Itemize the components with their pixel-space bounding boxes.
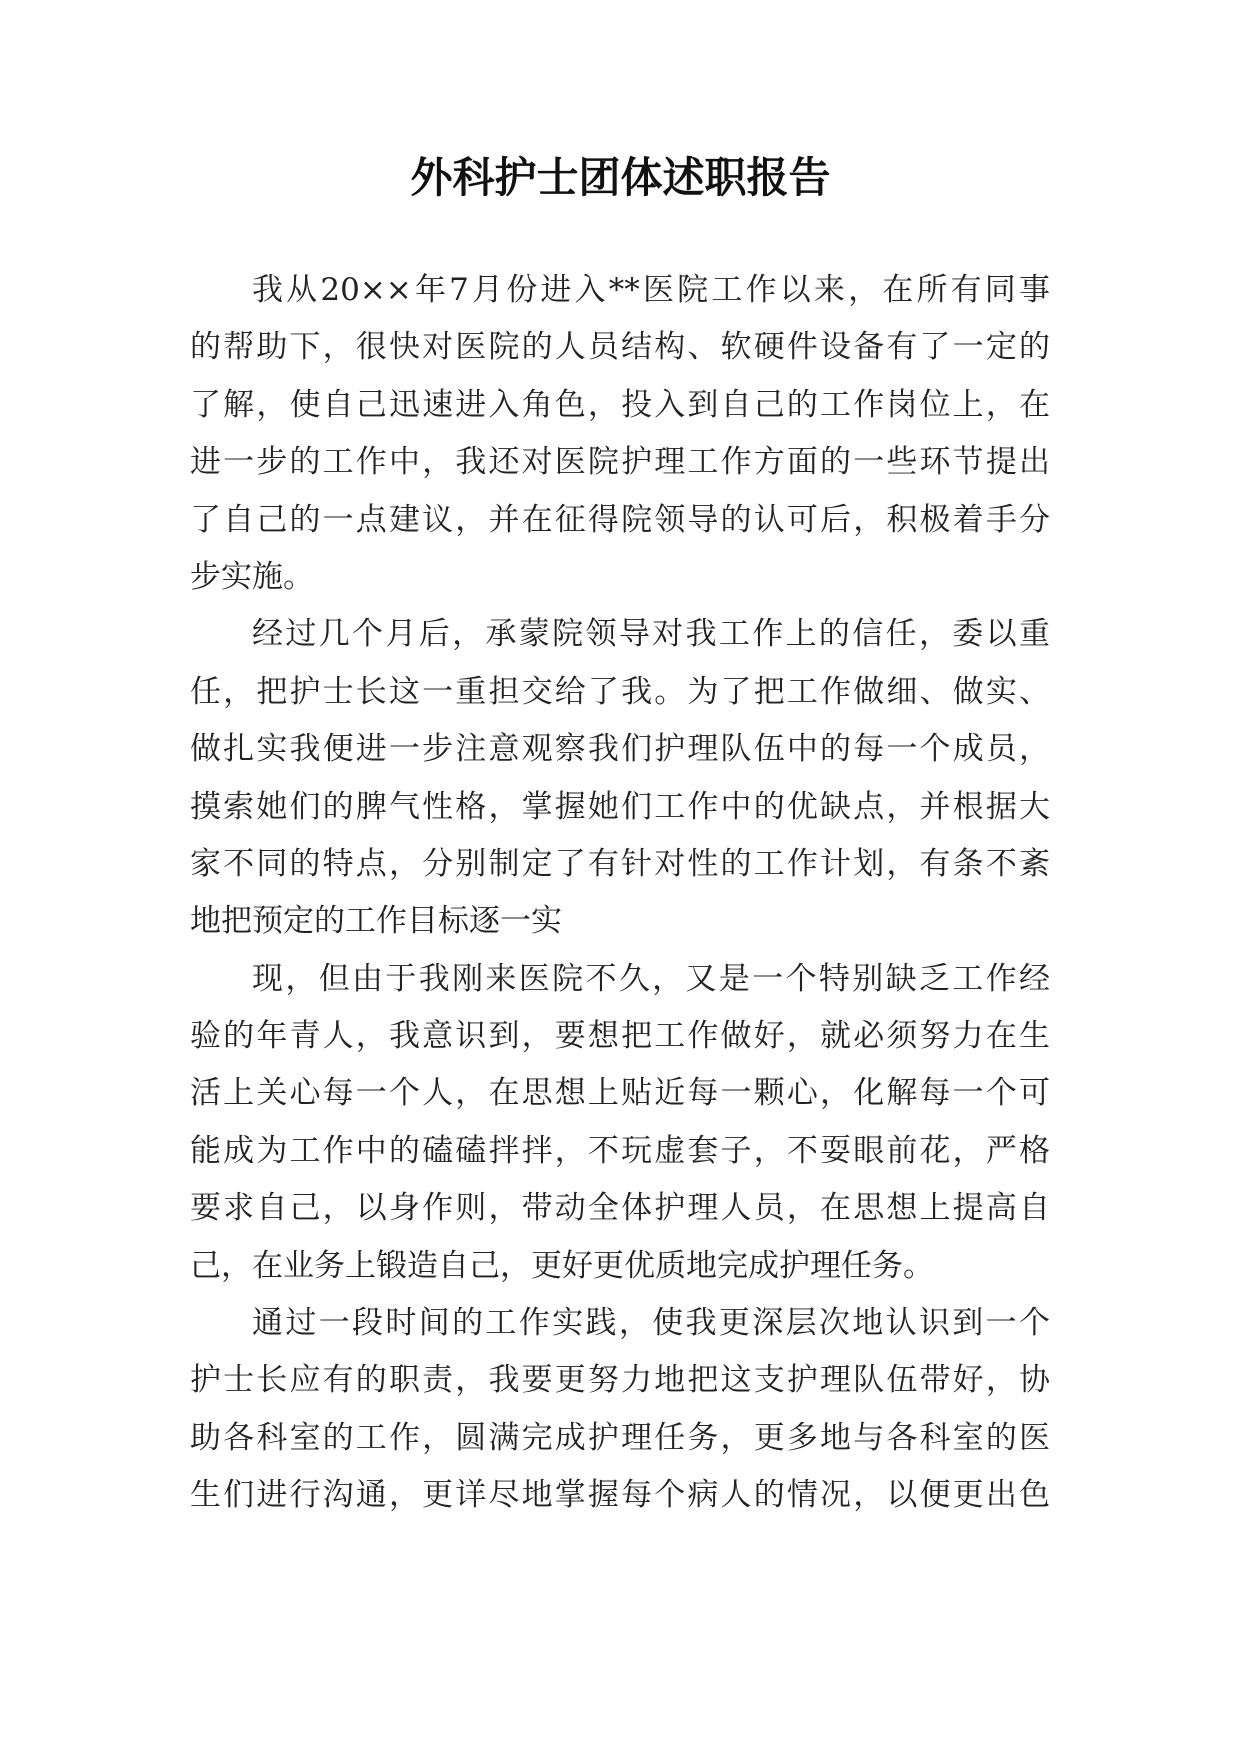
paragraph-line: 助各科室的工作，圆满完成护理任务，更多地与各科室的医 xyxy=(190,1419,1050,1456)
paragraph-line: 的帮助下，很快对医院的人员结构、软硬件设备有了一定的 xyxy=(190,329,1050,366)
paragraph xyxy=(190,1295,1050,1525)
paragraph-line: 活上关心每一个人，在思想上贴近每一颗心，化解每一个可 xyxy=(190,1075,1050,1112)
paragraph-line: 地把预定的工作目标逐一实 xyxy=(190,903,562,940)
paragraph-line: 任，把护士长这一重担交给了我。为了把工作做细、做实、 xyxy=(190,673,1050,710)
paragraph-line: 验的年青人，我意识到，要想把工作做好，就必须努力在生 xyxy=(190,1018,1050,1055)
paragraph-line: 进一步的工作中，我还对医院护理工作方面的一些环节提出 xyxy=(190,444,1050,481)
paragraph-line: 了自己的一点建议，并在征得院领导的认可后，积极着手分 xyxy=(190,501,1050,538)
paragraph-line: 步实施。 xyxy=(190,558,314,595)
paragraph-line: 能成为工作中的磕磕拌拌，不玩虚套子，不耍眼前花，严格 xyxy=(190,1132,1050,1169)
paragraph-line: 做扎实我便进一步注意观察我们护理队伍中的每一个成员， xyxy=(190,731,1050,768)
paragraph xyxy=(190,951,1050,1295)
document-title: 外科护士团体述职报告 xyxy=(410,153,831,202)
paragraph-line: 经过几个月后，承蒙院领导对我工作上的信任，委以重 xyxy=(252,616,1050,653)
document-body xyxy=(190,262,1050,1525)
paragraph-line: 要求自己，以身作则，带动全体护理人员，在思想上提高自 xyxy=(190,1190,1050,1227)
paragraph xyxy=(190,606,1050,950)
paragraph-line: 了解，使自己迅速进入角色，投入到自己的工作岗位上，在 xyxy=(190,386,1050,423)
paragraph-line: 现，但由于我刚来医院不久，又是一个特别缺乏工作经 xyxy=(252,960,1050,997)
paragraph-line: 护士长应有的职责，我要更努力地把这支护理队伍带好，协 xyxy=(190,1362,1050,1399)
paragraph-line: 家不同的特点，分别制定了有针对性的工作计划，有条不紊 xyxy=(190,845,1050,882)
paragraph-line: 我从20××年7月份进入**医院工作以来，在所有同事 xyxy=(252,272,1050,308)
paragraph xyxy=(190,262,1050,606)
paragraph-line: 己，在业务上锻造自己，更好更优质地完成护理任务。 xyxy=(190,1247,934,1284)
paragraph-line: 通过一段时间的工作实践，使我更深层次地认识到一个 xyxy=(252,1305,1050,1342)
paragraph-line: 生们进行沟通，更详尽地掌握每个病人的情况，以便更出色 xyxy=(190,1477,1050,1514)
paragraph-line: 摸索她们的脾气性格，掌握她们工作中的优缺点，并根据大 xyxy=(190,788,1050,825)
